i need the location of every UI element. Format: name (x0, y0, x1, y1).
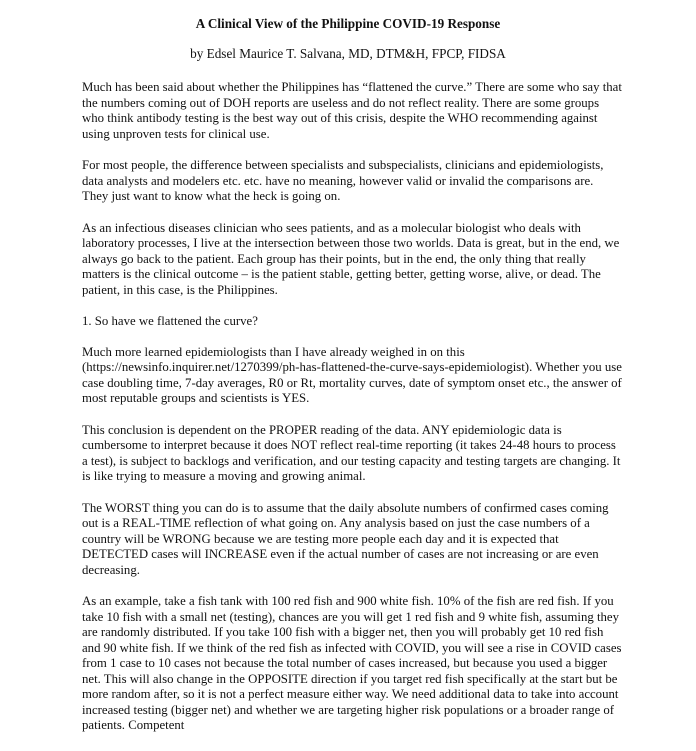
paragraph-worst-thing: The WORST thing you can do is to assume that the daily absolute numbers of confirmed cases coming out is a REAL-TIME reflection of what going on. Any analysis based on just the case numbers of a country will be WRONG because we are testing more people each day and it is expected that DETECTED cases will INCREASE even if the actual number of cases are not increasing or are even decreasing. (82, 500, 609, 577)
paragraph-proper-reading: This conclusion is dependent on the PROPER reading of the data. ANY epidemiologic data is cumbersome to interpret because it does NOT reflect real-time reporting (it takes 24-48 hours to process a test), is subject to backlogs and verification, and our testing capacity and testing targets are changing. It is like trying to measure a moving and growing animal. (82, 422, 621, 483)
paragraph-fish-tank-example: As an example, take a fish tank with 100 red fish and 900 white fish. 10% of the fish are red fish. If you take 10 fish with a small net (testing), chances are you will get 1 red fish and 9 white fish, assuming they are randomly distributed. If you take 100 fish with a bigger net, then you will probably get 10 red fish and 90 white fish. If we think of the red fish as infected with COVID, you will see a rise in COVID cases from 1 case to 10 cases not because the total number of cases increased, but because you used a bigger net. This will also change in the OPPOSITE direction if you target red fish specifically at the start but be more random after, so it is not a perfect measure either way. We need additional data to take into account increased testing (bigger net) and whether we are targeting higher risk populations or a broader range of patients. Competent (82, 594, 622, 732)
author-byline: by Edsel Maurice T. Salvana, MD, DTM&H, FPCP, FIDSA (190, 46, 506, 61)
paragraph-intro: Much has been said about whether the Philippines has “flattened the curve.” There are some who say that the numbers coming out of DOH reports are useless and do not reflect reality. There are some groups who think antibody testing is the best way out of this crisis, despite the WHO recommending against using unproven tests for clinical use. (82, 80, 622, 141)
section-heading-flattened-curve: 1. So have we flattened the curve? (82, 314, 258, 328)
paragraph-clinician-view: As an infectious diseases clinician who sees patients, and as a molecular biologist who deals with laboratory processes, I live at the intersection between those two worlds. Data is great, but in the end, we always go back to the patient. Each group has their points, but in the end, the only thing that really matters is the clinical outcome – is the patient stable, getting better, getting worse, alive, or dead. The patient, in this case, is the Philippines. (82, 220, 620, 297)
paragraph-specialists: For most people, the difference between specialists and subspecialists, clinicians and epidemiologists, data analysts and modelers etc. etc. have no meaning, however valid or invalid the comparisons are. They just want to know what the heck is going on. (82, 158, 604, 203)
paragraph-epidemiologists: Much more learned epidemiologists than I have already weighed in on this (https://newsinfo.inquirer.net/1270399/ph-has-flattened-the-curve-says-epidemiologist). Whether you use case doubling time, 7-day averages, R0 or Rt, mortality curves, date of symptom onset etc., the answer of most reputable groups and scientists is YES. (82, 344, 622, 405)
document-title: A Clinical View of the Philippine COVID-19 Response (195, 16, 501, 31)
document-body (82, 80, 622, 750)
